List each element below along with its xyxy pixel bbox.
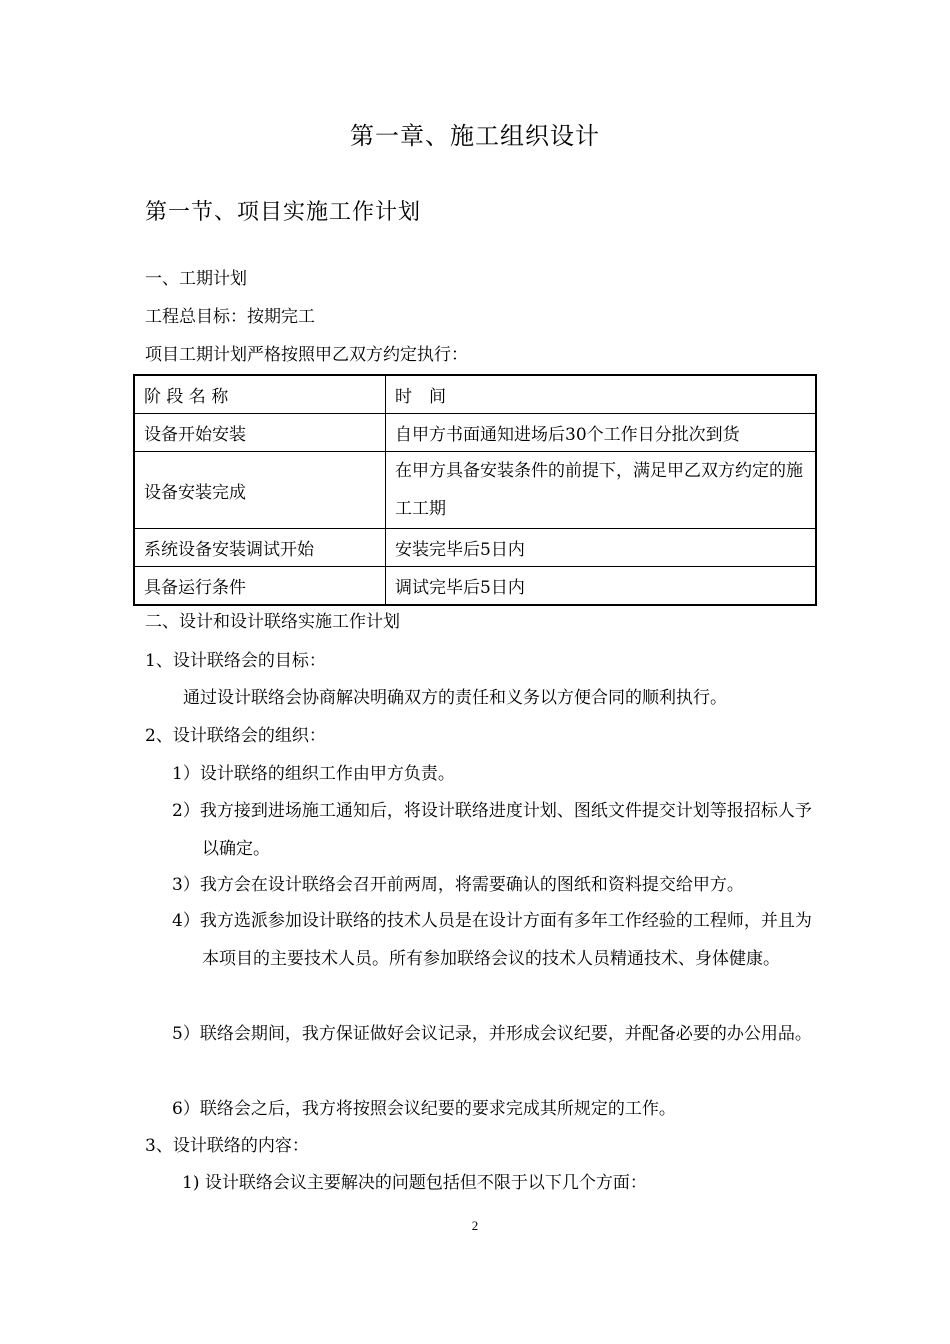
schedule-table bbox=[133, 374, 817, 606]
table-header-cell: 时 间 bbox=[386, 375, 817, 414]
item2-heading: 2、设计联络会的组织： bbox=[145, 726, 326, 746]
page-number: 2 bbox=[471, 1218, 479, 1233]
section-title: 第一节、项目实施工作计划 bbox=[145, 200, 422, 225]
table-cell: 设备开始安装 bbox=[134, 414, 386, 452]
table-row bbox=[134, 452, 816, 529]
item2-point: 3）我方会在设计联络会召开前两周，将需要确认的图纸和资料提交给甲方。 bbox=[172, 875, 744, 895]
table-cell: 设备安装完成 bbox=[134, 452, 386, 529]
project-goal: 工程总目标：按期完工 bbox=[145, 307, 315, 327]
item2-point: 6）联络会之后，我方将按照会议纪要的要求完成其所规定的工作。 bbox=[172, 1099, 676, 1119]
table-header-cell: 阶 段 名 称 bbox=[134, 375, 386, 414]
part1-heading: 一、工期计划 bbox=[145, 269, 247, 289]
item2-point: 2）我方接到进场施工通知后，将设计联络进度计划、图纸文件提交计划等报招标人予以确定。 bbox=[172, 801, 812, 859]
table-cell: 在甲方具备安装条件的前提下，满足甲乙双方约定的施工工期 bbox=[386, 452, 817, 529]
item1-text: 通过设计联络会协商解决明确双方的责任和义务以方便合同的顺利执行。 bbox=[183, 688, 727, 708]
table-cell: 自甲方书面通知进场后30个工作日分批次到货 bbox=[386, 414, 817, 452]
schedule-intro: 项目工期计划严格按照甲乙双方约定执行： bbox=[145, 345, 468, 365]
table-row bbox=[134, 529, 816, 567]
table-header-row bbox=[134, 375, 816, 414]
item1-heading: 1、设计联络会的目标： bbox=[145, 651, 326, 671]
table-cell: 系统设备安装调试开始 bbox=[134, 529, 386, 567]
item2-point: 1）设计联络的组织工作由甲方负责。 bbox=[172, 764, 455, 784]
item2-point: 4）我方选派参加设计联络的技术人员是在设计方面有多年工作经验的工程师，并且为本项目的主要技术人员。所有参加联络会议的技术人员精通技术、身体健康。 bbox=[172, 911, 812, 969]
part2-heading: 二、设计和设计联络实施工作计划 bbox=[145, 612, 400, 632]
table-row bbox=[134, 414, 816, 452]
chapter-title: 第一章、施工组织设计 bbox=[350, 122, 600, 150]
item3-point: 1) 设计联络会议主要解决的问题包括但不限于以下几个方面： bbox=[182, 1173, 647, 1193]
table-row bbox=[134, 567, 816, 606]
table-cell: 安装完毕后5日内 bbox=[386, 529, 817, 567]
table-cell: 调试完毕后5日内 bbox=[386, 567, 817, 606]
item3-heading: 3、设计联络的内容： bbox=[145, 1136, 309, 1156]
table-cell: 具备运行条件 bbox=[134, 567, 386, 606]
item2-point: 5）联络会期间，我方保证做好会议记录，并形成会议纪要，并配备必要的办公用品。 bbox=[172, 1024, 812, 1044]
